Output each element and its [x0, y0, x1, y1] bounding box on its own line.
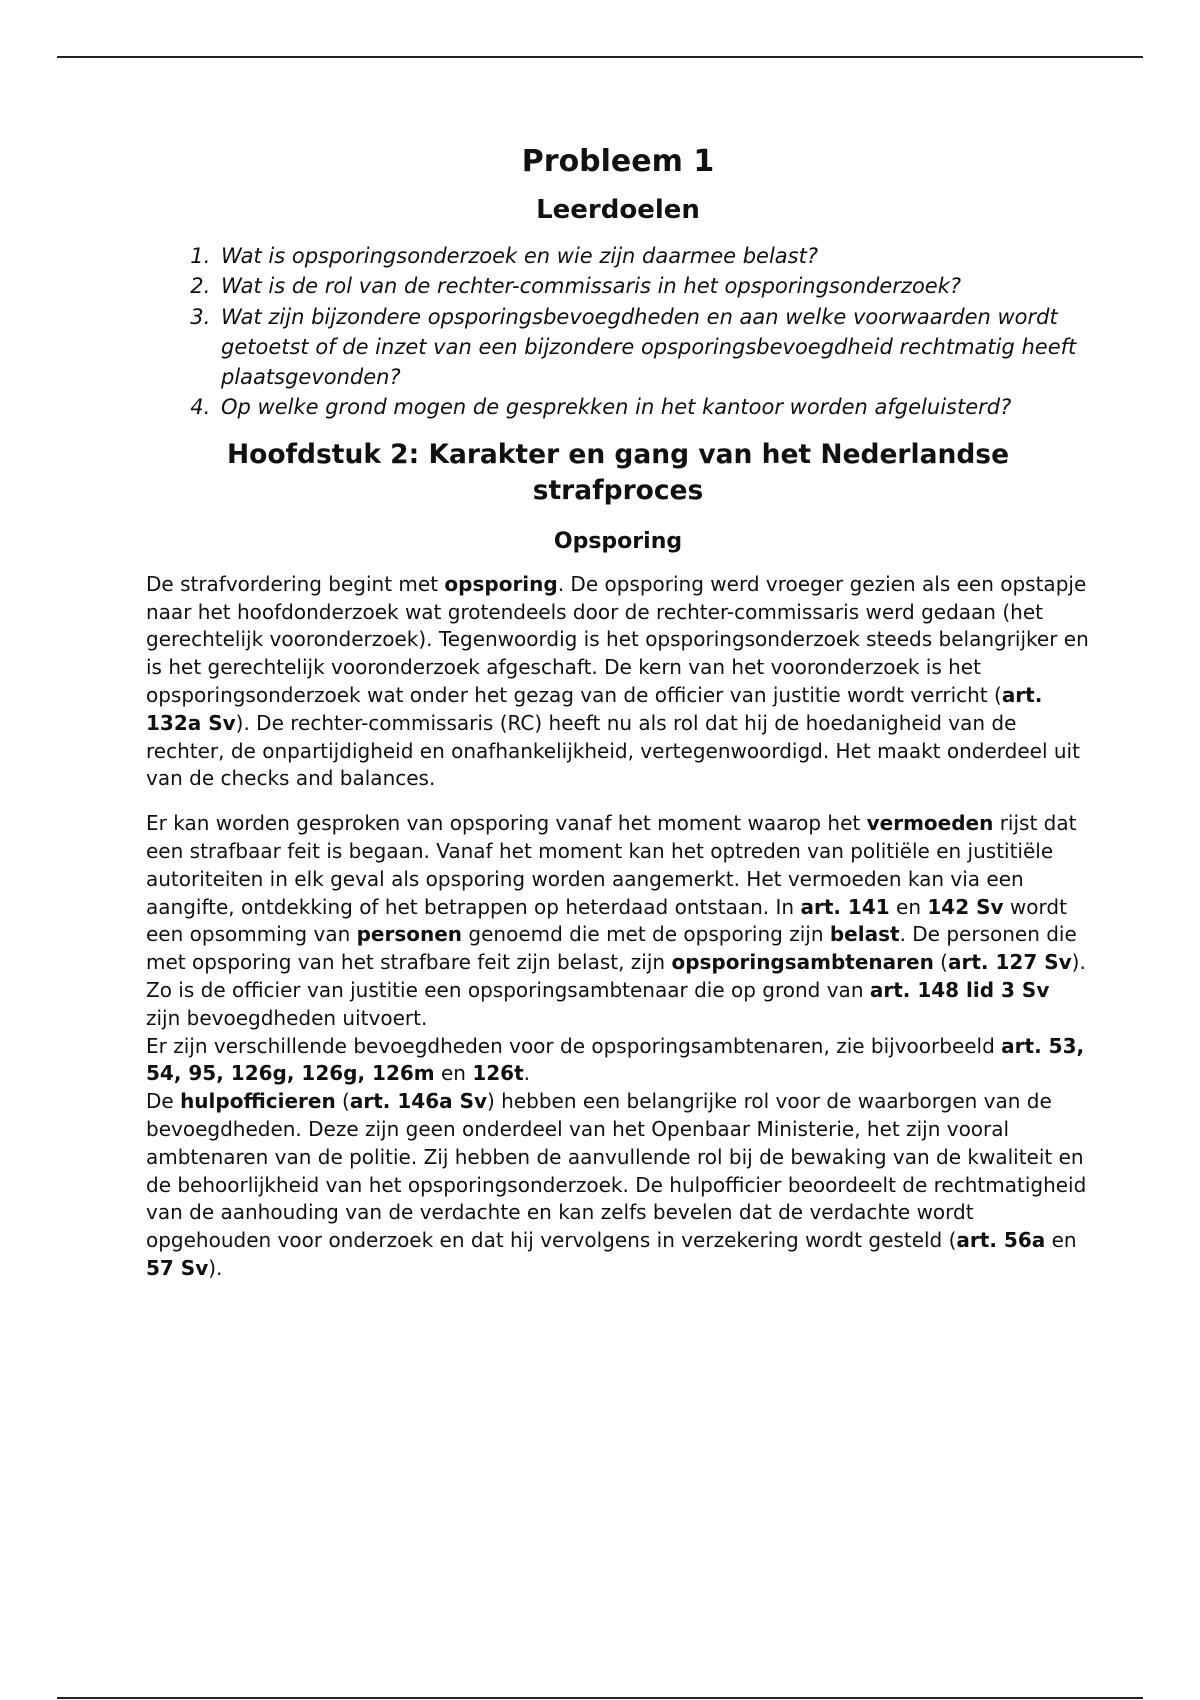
bottom-rule [57, 1697, 1143, 1699]
learning-goals-list [146, 241, 1077, 423]
list-item: 3. Wat zijn bijzondere opsporingsbevoegdheden en aan welke voorwaarden wordt getoetst of de inzet van een bijzondere opsporingsbevoegdheid rechtmatig heeft plaatsgevonden? [217, 302, 1077, 393]
document-body [146, 140, 1090, 1283]
page-title: Probleem 1 [521, 144, 715, 179]
paragraph-opsporing-intro: De strafvordering begint met opsporing. De opsporing werd vroeger gezien als een opstapje naar het hoofdonderzoek wat grotendeels door de rechter-commissaris werd gedaan (het gerechtelijk vooronderzoek). Tegenwoordig is het opsporingsonderzoek steeds belangrijker en is het gerechtelijk vooronderzoek afgeschaft. De kern van het vooronderzoek is het opsporingsonderzoek wat onder het gezag van de officier van justitie wordt verricht (art. 132a Sv). De rechter-commissaris (RC) heeft nu als rol dat hij de hoedanigheid van de rechter, de onpartijdigheid en onafhankelijkheid, vertegenwoordigd. Het maakt onderdeel uit van de checks and balances. [146, 571, 1089, 791]
list-item: 4. Op welke grond mogen de gesprekken in het kantoor worden afgeluisterd? [217, 392, 1077, 422]
section-heading: Opsporing [553, 528, 683, 554]
chapter-heading: Hoofdstuk 2: Karakter en gang van het Nederlandse strafproces [226, 438, 1010, 506]
list-item: 1. Wat is opsporingsonderzoek en wie zijn daarmee belast? [217, 241, 1077, 271]
paragraph-hulpofficieren: De hulpofficieren (art. 146a Sv) hebben een belangrijke rol voor de waarborgen van de bevoegdheden. Deze zijn geen onderdeel van het Openbaar Ministerie, het zijn vooral ambtenaren van de politie. Zij hebben de aanvullende rol bij de bewaking van de kwaliteit en de behoorlijkheid van het opsporingsonderzoek. De hulpofficier beoordeelt de rechtmatigheid van de aanhouding van de verdachte en kan zelfs bevelen dat de verdachte wordt opgehouden voor onderzoek en dat hij vervolgens in verzekering wordt gesteld (art. 56a en 57 Sv). [146, 1089, 1087, 1280]
paragraph-bevoegdheden: Er zijn verschillende bevoegdheden voor de opsporingsambtenaren, zie bijvoorbeeld art. 53, 54, 95, 126g, 126g, 126m en 126t. [146, 1033, 1085, 1086]
top-rule [57, 56, 1143, 58]
paragraph-vermoeden: Er kan worden gesproken van opsporing vanaf het moment waarop het vermoeden rijst dat een strafbaar feit is begaan. Vanaf het moment kan het optreden van politiële en justitiële autoriteiten in elk geval als opsporing worden aangemerkt. Het vermoeden kan via een aangifte, ontdekking of het betrappen op heterdaad ontstaan. In art. 141 en 142 Sv wordt een opsomming van personen genoemd die met de opsporing zijn belast. De personen die met opsporing van het strafbare feit zijn belast, zijn opsporingsambtenaren (art. 127 Sv). Zo is de officier van justitie een opsporingsambtenaar die op grond van art. 148 lid 3 Sv zijn bevoegdheden uitvoert. [146, 811, 1086, 1030]
list-item: 2. Wat is de rol van de rechter-commissaris in het opsporingsonderzoek? [217, 271, 1077, 301]
learning-goals-heading: Leerdoelen [536, 195, 700, 225]
